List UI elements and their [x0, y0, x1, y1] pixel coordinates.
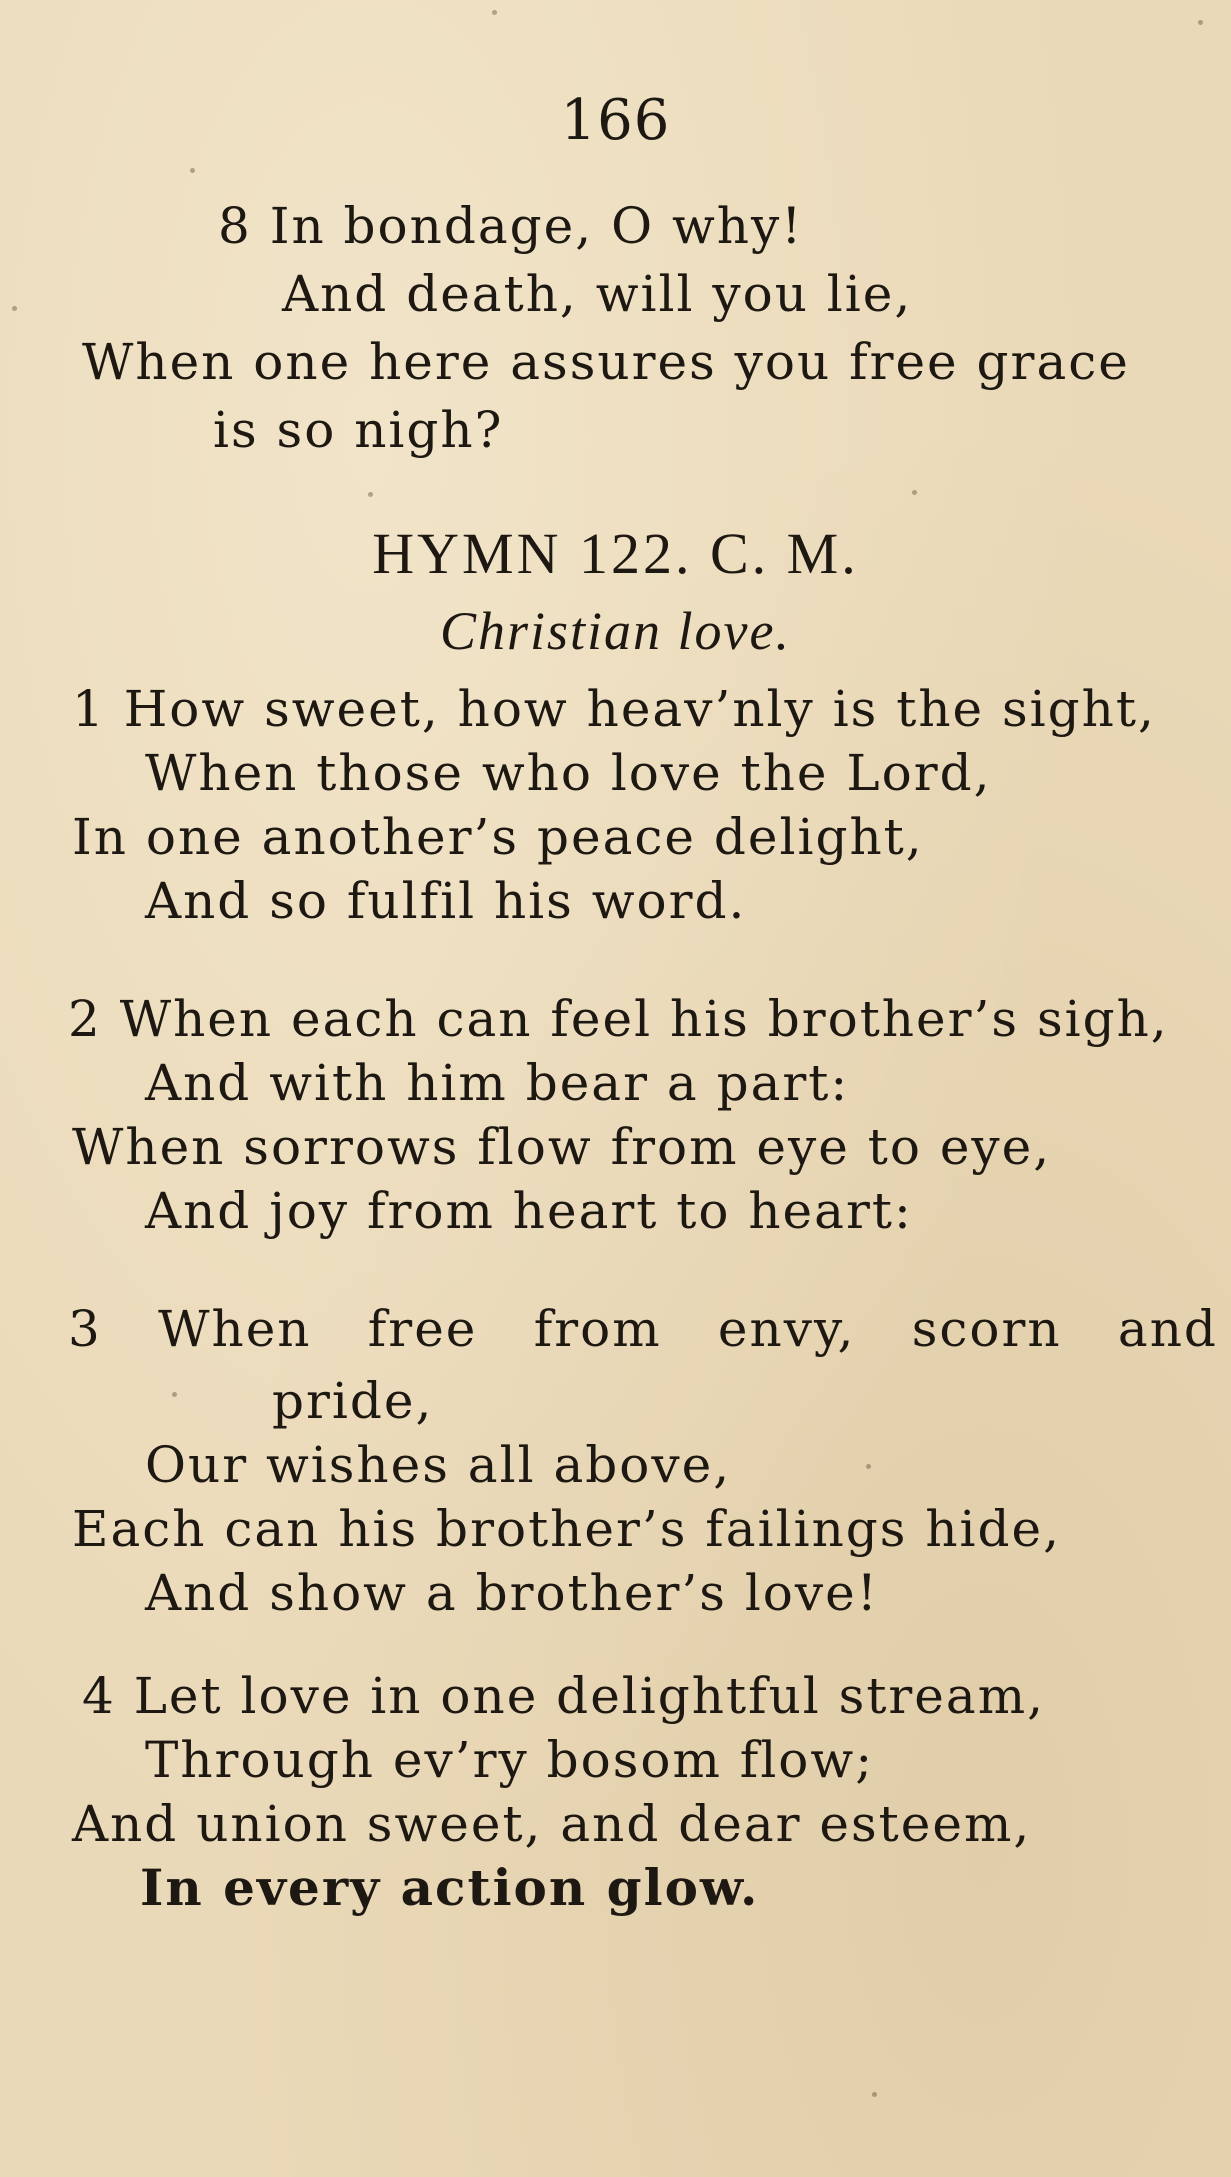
hymn-heading: HYMN 122. C. M.: [372, 521, 859, 586]
stanza-line: When sorrows flow from eye to eye,: [72, 1118, 1052, 1176]
paper-speck: [12, 306, 17, 311]
stanza-line: And death, will you lie,: [282, 265, 913, 323]
stanza-line: is so nigh?: [213, 401, 504, 459]
word: free: [367, 1300, 478, 1358]
word: 3: [68, 1300, 102, 1358]
stanza-line: In one another’s peace delight,: [72, 808, 924, 866]
stanza-line: pride,: [272, 1372, 434, 1430]
stanza-line: And union sweet, and dear esteem,: [72, 1795, 1032, 1853]
stanza-line: And so fulfil his word.: [145, 872, 747, 930]
page-number: 166: [560, 88, 671, 153]
stanza-line: And with him bear a part:: [145, 1054, 850, 1112]
paper-speck: [872, 2092, 877, 2097]
paper-speck: [368, 492, 373, 497]
word: When: [158, 1300, 312, 1358]
stanza-line: When one here assures you free grace: [82, 333, 1130, 391]
stanza-line: In every action glow.: [140, 1858, 760, 1917]
stanza-line: 1 How sweet, how heav’nly is the sight,: [72, 680, 1156, 738]
paper-speck: [190, 168, 195, 173]
word: scorn: [911, 1300, 1062, 1358]
stanza-line: 4 Let love in one delightful stream,: [82, 1667, 1046, 1725]
hymn-subtitle: Christian love.: [440, 601, 791, 661]
stanza-line: And show a brother’s love!: [145, 1564, 879, 1622]
stanza-line-justified: [68, 1298, 1218, 1360]
paper-speck: [172, 1392, 177, 1397]
stanza-line: 8 In bondage, O why!: [218, 197, 804, 255]
word: and: [1117, 1300, 1218, 1358]
stanza-line: Each can his brother’s failings hide,: [72, 1500, 1062, 1558]
paper-speck: [492, 10, 497, 15]
paper-speck: [866, 1464, 871, 1469]
paper-speck: [912, 490, 917, 495]
stanza-line: When those who love the Lord,: [145, 744, 992, 802]
stanza-line: Through ev’ry bosom flow;: [145, 1731, 875, 1789]
stanza-line: 2 When each can feel his brother’s sigh,: [68, 990, 1169, 1048]
word: from: [533, 1300, 662, 1358]
stanza-line: Our wishes all above,: [145, 1436, 732, 1494]
paper-speck: [1198, 20, 1203, 25]
stanza-line: And joy from heart to heart:: [145, 1182, 913, 1240]
word: envy,: [717, 1300, 856, 1358]
